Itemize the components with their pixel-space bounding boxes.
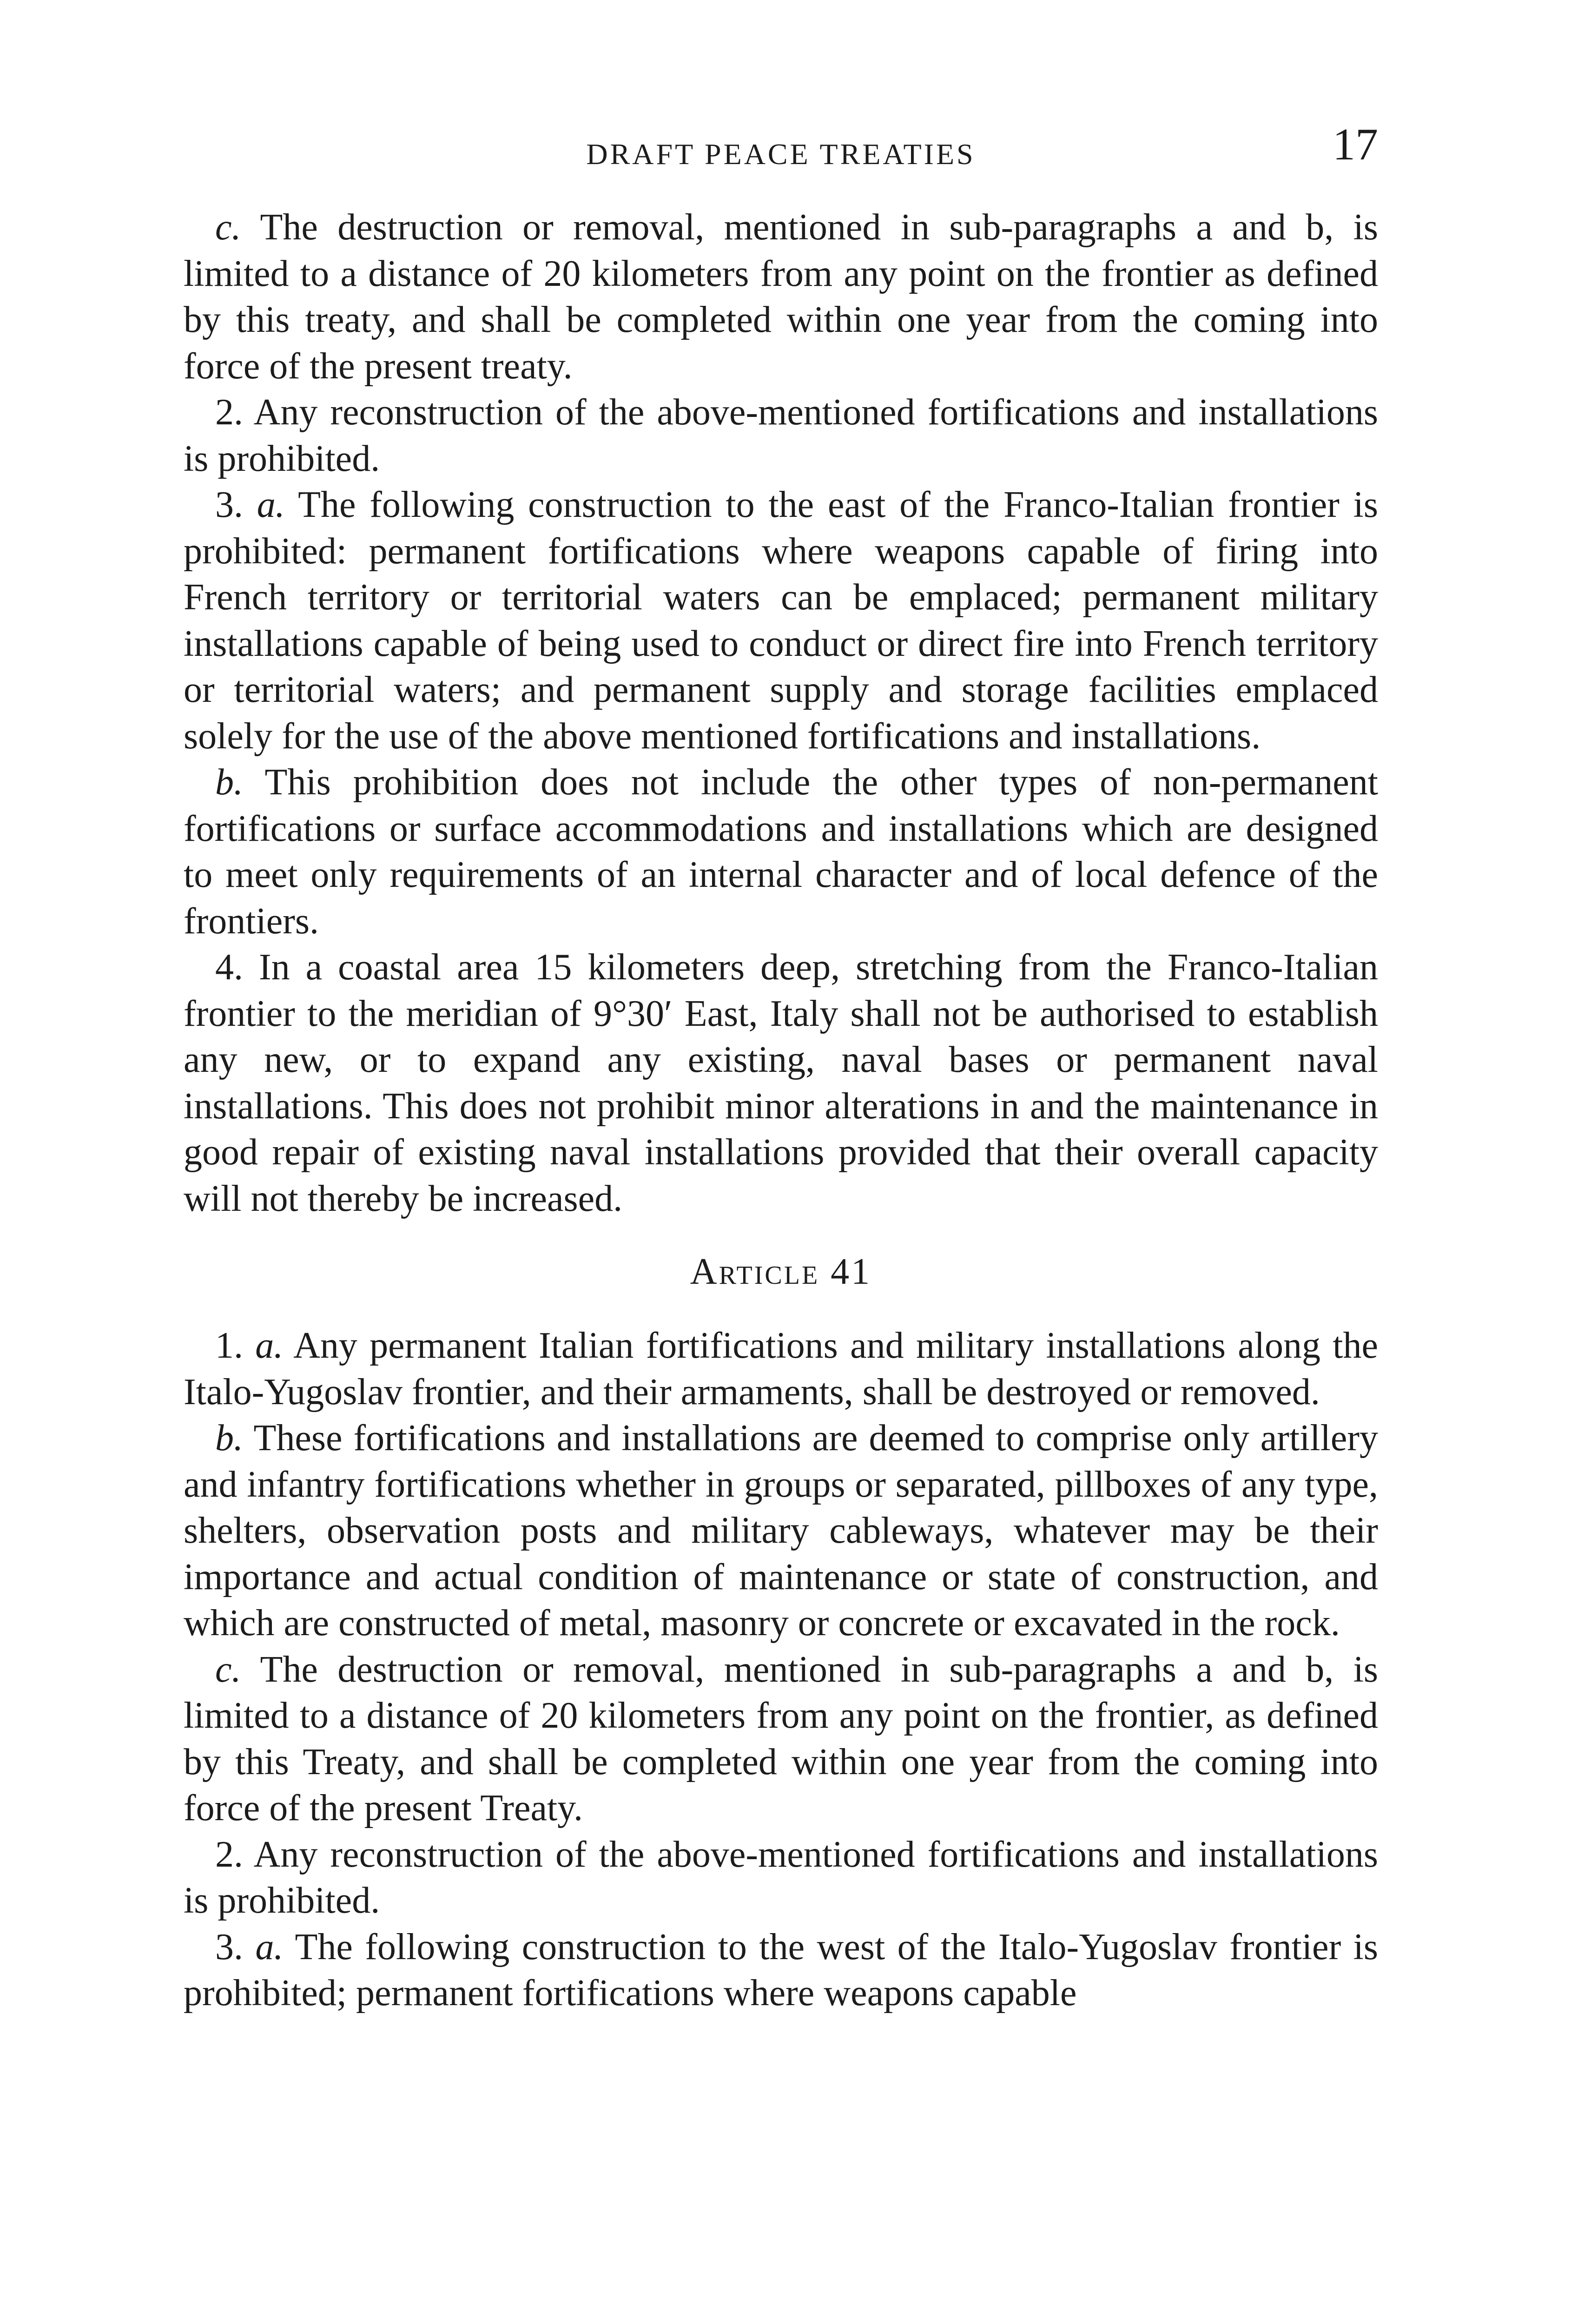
page-number: 17 <box>1333 119 1378 170</box>
paragraph-text: The destruction or removal, mentioned in sub-paragraphs a and b, is limited to a distance of 20 kilometers from any point on the frontier as defined by this treaty, and shall be completed within one year from the coming into force of the present treaty. <box>184 207 1378 387</box>
paragraph-marker: 1. a. <box>215 1325 284 1366</box>
paragraph <box>184 1323 1378 1415</box>
body-text <box>184 205 1378 2017</box>
paragraph-text: The following construction to the west of the Italo-Yugoslav frontier is prohibited; permanent fortifications where weapons capable <box>184 1926 1379 2014</box>
paragraph <box>184 1647 1378 1832</box>
paragraph-text: Any reconstruction of the above-mentioned fortifications and installations is prohibited. <box>184 1834 1378 1921</box>
paragraph-marker: 3. a. <box>215 1926 284 1967</box>
paragraph <box>184 390 1378 482</box>
paragraph-marker: 3. a. <box>215 484 285 525</box>
paragraph <box>184 1415 1378 1647</box>
paragraph-text: The destruction or removal, mentioned in sub-paragraphs a and b, is limited to a distance of 20 kilometers from any point on the frontier, as defined by this Treaty, and shall be completed within one year from the coming into force of the present Treaty. <box>184 1649 1378 1829</box>
paragraph-text: In a coastal area 15 kilometers deep, stretching from the Franco-Italian frontier to the meridian of 9°30′ East, Italy shall not be authorised to establish any new, or to expand any existing, naval bases or permanent naval installations. This does not prohibit minor alterations in and the maintenance in good repair of existing naval installations provided that their overall capacity will not thereby be increased. <box>184 947 1378 1219</box>
paragraph-marker: c. <box>215 1649 241 1690</box>
paragraph-marker: b. <box>215 1418 243 1459</box>
paragraph-text: Any permanent Italian fortifications and military installations along the Italo-Yugoslav frontier, and their armaments, shall be destroyed or removed. <box>184 1325 1378 1413</box>
running-title: DRAFT PEACE TREATIES <box>586 138 976 171</box>
paragraph-marker: c. <box>215 207 241 248</box>
paragraph-marker: 2. <box>215 392 243 433</box>
paragraph-text: This prohibition does not include the other types of non-permanent fortifications or surface accommodations and installations which are designed to meet only requirements of an internal character and of local defence of the frontiers. <box>184 762 1378 942</box>
paragraph-text: The following construction to the east of the Franco-Italian frontier is prohibited: permanent fortifications where weapons capable of firing into French territory or territorial waters can be emplaced; permanent military installations capable of being used to conduct or direct fire into French territory or territorial waters; and permanent supply and storage facilities emplaced solely for the use of the above mentioned fortifications and installations. <box>184 484 1379 757</box>
paragraph <box>184 482 1378 759</box>
paragraph <box>184 944 1378 1222</box>
paragraph-marker: 4. <box>215 947 243 988</box>
paragraph <box>184 205 1378 390</box>
paragraph <box>184 1924 1378 2017</box>
paragraph-marker: 2. <box>215 1834 243 1875</box>
paragraph-text: These fortifications and installations are deemed to comprise only artillery and infantry fortifications whether in groups or separated, pillboxes of any type, shelters, observation posts and military cableways, whatever may be their importance and actual condition of maintenance or state of construction, and which are constructed of metal, masonry or concrete or excavated in the rock. <box>184 1418 1378 1644</box>
paragraph-marker: b. <box>215 762 243 803</box>
article-heading: Article 41 <box>690 1251 872 1292</box>
paragraph-text: Any reconstruction of the above-mentioned fortifications and installations is prohibited. <box>184 392 1378 479</box>
paragraph <box>184 1832 1378 1924</box>
running-head <box>184 119 1378 188</box>
paragraph <box>184 759 1378 944</box>
